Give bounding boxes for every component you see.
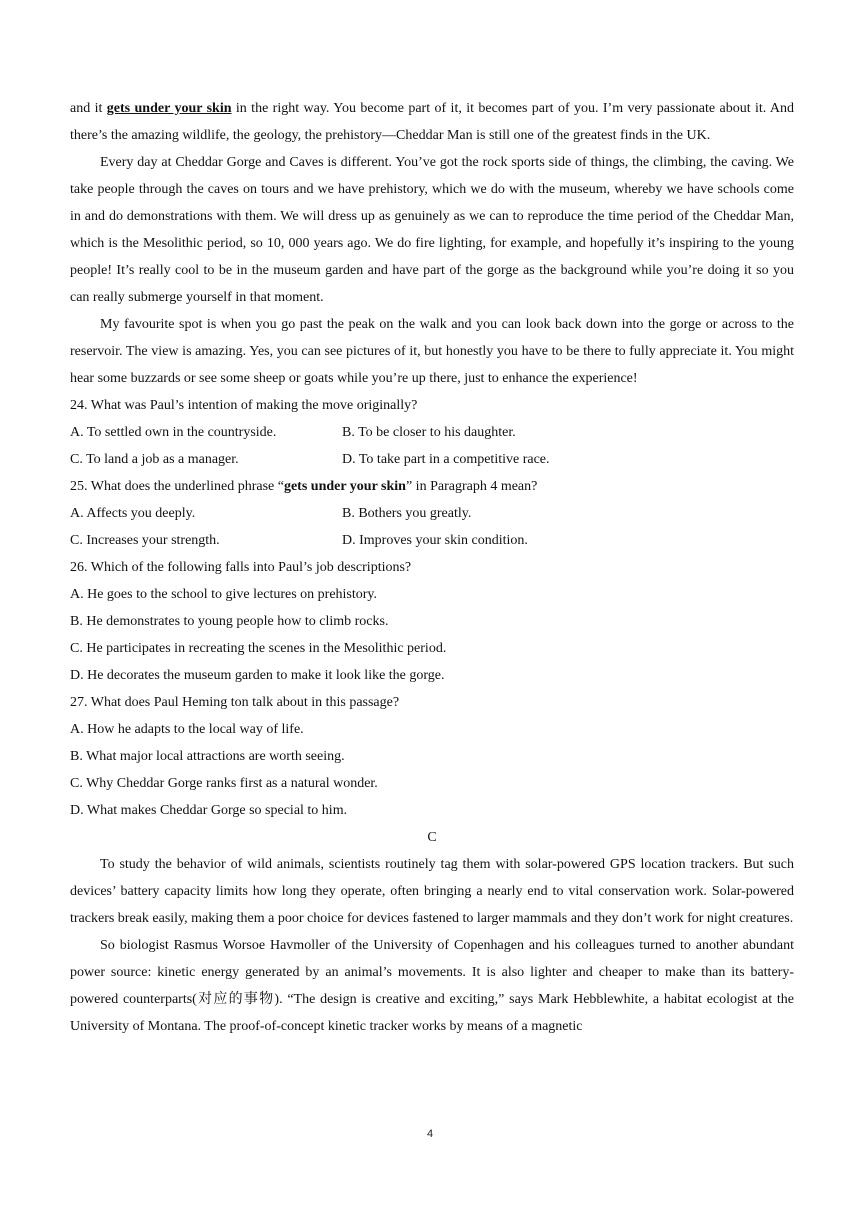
section-heading-c: C <box>427 830 437 845</box>
passage-c-paragraph-1: To study the behavior of wild animals, scientists routinely tag them with solar-powered GPS location trackers. But such devices’ battery capacity limits how long they operate, often bringing a nearly end to vital conservation work. Solar-powered trackers break easily, making them a poor choice for devices fastened to larger mammals and they don’t work for night creatures. <box>70 857 794 926</box>
paragraph-text: and it <box>70 101 107 116</box>
quoted-phrase: gets under your skin <box>283 479 406 494</box>
question-27-option-c: C. Why Cheddar Gorge ranks first as a natural wonder. <box>70 776 378 791</box>
page-number: 4 <box>426 1128 434 1140</box>
passage-c-paragraph-2: So biologist Rasmus Worsoe Havmoller of the University of Copenhagen and his colleagues turned to another abundant power source: kinetic energy generated by an animal’s movements. It is also lighter and cheaper to make than its battery-powered counterparts(对应的事物). “The design is creative and exciting,” says Mark Hebblewhite, a habitat ecologist at the University of Montana. The proof-of-concept kinetic tracker works by means of a magnetic <box>70 938 794 1034</box>
question-25-options-row-2 <box>70 527 794 554</box>
question-27-stem: 27. What does Paul Heming ton talk about in this passage? <box>70 695 400 710</box>
question-26-option-c: C. He participates in recreating the scenes in the Mesolithic period. <box>70 641 447 656</box>
question-24-options-row-1 <box>70 419 794 446</box>
question-25-stem <box>70 473 794 500</box>
paragraph-text: in the right way. You become part of it, it becomes part of you. I’m very passionate about it. And there’s the amazing wildlife, the geology, the prehistory—Cheddar Man is still one of the greatest finds in the UK. <box>70 101 795 143</box>
question-24-option-b: B. To be closer to his daughter. <box>342 425 516 440</box>
question-26-option-b: B. He demonstrates to young people how to climb rocks. <box>70 614 389 629</box>
passage-b-paragraph-1 <box>70 95 794 149</box>
underlined-phrase: gets under your skin <box>106 101 232 116</box>
question-25-options-row-1 <box>70 500 794 527</box>
question-27-option-a: A. How he adapts to the local way of life. <box>70 722 304 737</box>
question-text: ” in Paragraph 4 mean? <box>405 479 538 494</box>
question-text: 25. What does the underlined phrase “ <box>70 479 284 494</box>
question-24-options-row-2 <box>70 446 794 473</box>
question-26-option-a: A. He goes to the school to give lectures on prehistory. <box>70 587 378 602</box>
question-25-option-a: A. Affects you deeply. <box>70 506 196 521</box>
question-25-option-d: D. Improves your skin condition. <box>342 533 528 548</box>
question-27-option-d: D. What makes Cheddar Gorge so special to him. <box>70 803 348 818</box>
question-24-option-a: A. To settled own in the countryside. <box>70 425 277 440</box>
question-24-stem: 24. What was Paul’s intention of making the move originally? <box>70 398 418 413</box>
question-26-option-d: D. He decorates the museum garden to make it look like the gorge. <box>70 668 445 683</box>
passage-b-paragraph-3: My favourite spot is when you go past the peak on the walk and you can look back down into the gorge or across to the reservoir. The view is amazing. Yes, you can see pictures of it, but honestly you have to be there to fully appreciate it. You might hear some buzzards or see some sheep or goats while you’re up there, just to enhance the experience! <box>70 317 794 386</box>
question-27-option-b: B. What major local attractions are worth seeing. <box>70 749 345 764</box>
passage-b-paragraph-2: Every day at Cheddar Gorge and Caves is different. You’ve got the rock sports side of things, the climbing, the caving. We take people through the caves on tours and we have prehistory, which we do with the museum, whereby we have schools come in and do demonstrations with them. We will dress up as genuinely as we can to reproduce the time period of the Cheddar Man, which is the Mesolithic period, so 10, 000 years ago. We do fire lighting, for example, and hopefully it’s inspiring to the young people! It’s really cool to be in the museum garden and have part of the gorge as the background while you’re doing it so you can really submerge yourself in that moment. <box>70 155 794 305</box>
question-25-option-c: C. Increases your strength. <box>70 533 220 548</box>
question-25-option-b: B. Bothers you greatly. <box>342 506 472 521</box>
question-24-option-d: D. To take part in a competitive race. <box>342 452 550 467</box>
question-26-stem: 26. Which of the following falls into Paul’s job descriptions? <box>70 560 412 575</box>
question-24-option-c: C. To land a job as a manager. <box>70 452 239 467</box>
document-page <box>70 95 794 1040</box>
